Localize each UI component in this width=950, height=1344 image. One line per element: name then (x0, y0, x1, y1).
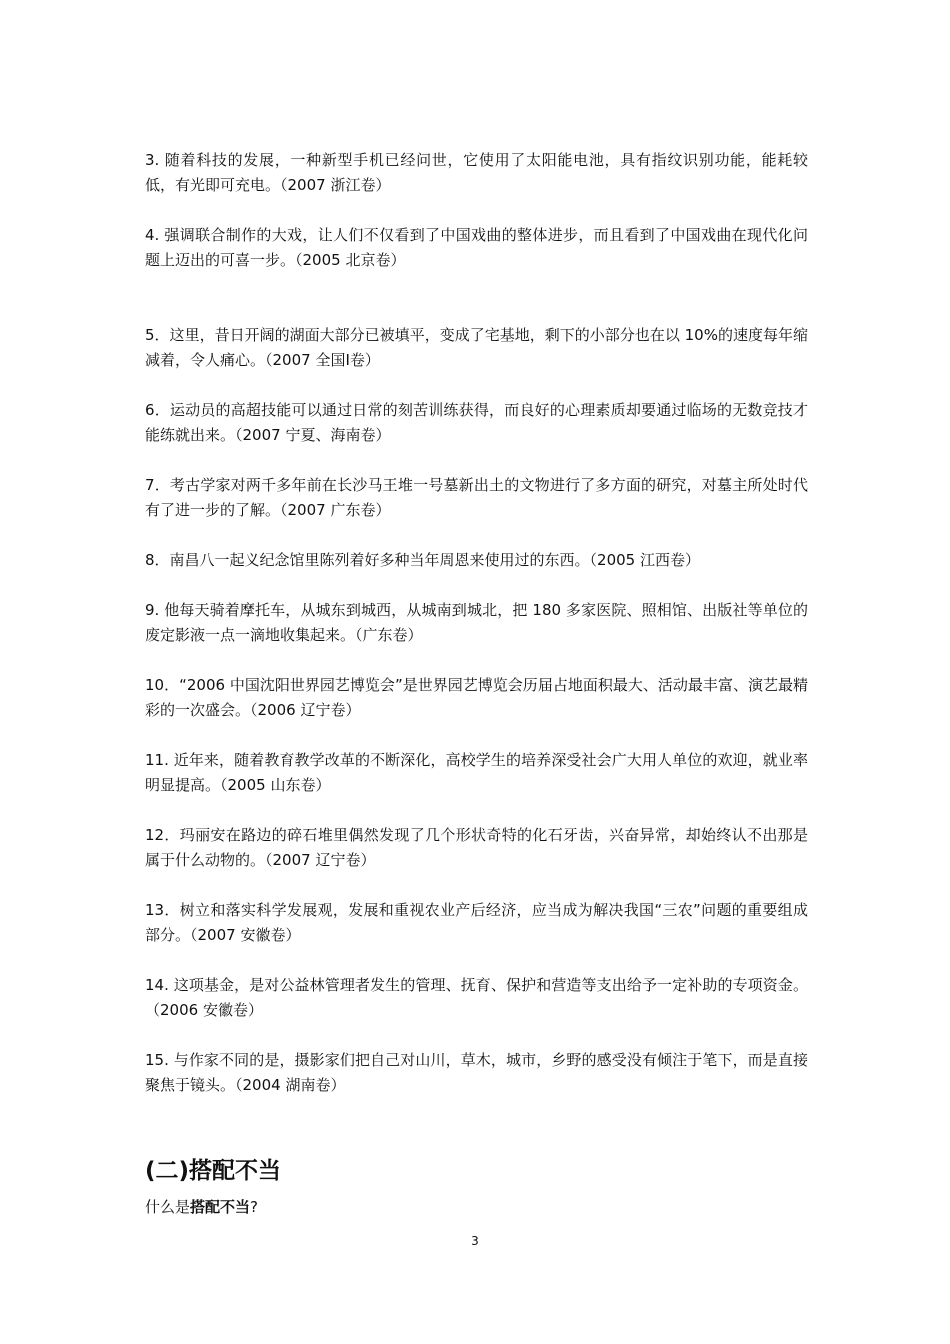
page-number: 3 (471, 1234, 479, 1248)
question-item-10: 10．“2006 中国沈阳世界园艺博览会”是世界园艺博览会历届占地面积最大、活动最丰富、演艺最精彩的一次盛会。（2006 辽宁卷） (145, 676, 808, 719)
question-term: 搭配不当 (190, 1198, 251, 1216)
question-suffix: ? (250, 1198, 258, 1216)
question-list (145, 148, 808, 1098)
question-item-13: 13．树立和落实科学发展观，发展和重视农业产后经济，应当成为解决我国“三农”问题的重要组成部分。（2007 安徽卷） (145, 901, 808, 944)
question-item-6: 6．运动员的高超技能可以通过日常的刻苦训练获得，而良好的心理素质却要通过临场的无数竞技才能练就出来。（2007 宁夏、海南卷） (145, 401, 808, 444)
section-heading: (二)搭配不当 (145, 1158, 282, 1184)
question-item-7: 7．考古学家对两千多年前在长沙马王堆一号墓新出土的文物进行了多方面的研究，对墓主所处时代有了进一步的了解。（2007 广东卷） (145, 476, 808, 519)
question-item-9: 9. 他每天骑着摩托车，从城东到城西，从城南到城北，把 180 多家医院、照相馆、出版社等单位的废定影液一点一滴地收集起来。（广东卷） (145, 601, 808, 644)
question-prefix: 什么是 (145, 1198, 191, 1216)
question-item-8: 8．南昌八一起义纪念馆里陈列着好多种当年周恩来使用过的东西。（2005 江西卷） (145, 551, 700, 569)
question-item-12: 12．玛丽安在路边的碎石堆里偶然发现了几个形状奇特的化石牙齿，兴奋异常，却始终认不出那是属于什么动物的。（2007 辽宁卷） (145, 826, 808, 869)
question-item-3: 3. 随着科技的发展，一种新型手机已经问世，它使用了太阳能电池，具有指纹识别功能，能耗较低，有光即可充电。（2007 浙江卷） (145, 151, 808, 194)
question-item-11: 11. 近年来，随着教育教学改革的不断深化，高校学生的培养深受社会广大用人单位的欢迎，就业率明显提高。（2005 山东卷） (145, 751, 808, 794)
question-item-4: 4. 强调联合制作的大戏，让人们不仅看到了中国戏曲的整体进步，而且看到了中国戏曲在现代化问题上迈出的可喜一步。（2005 北京卷） (145, 226, 808, 269)
question-item-5: 5．这里，昔日开阔的湖面大部分已被填平，变成了宅基地，剩下的小部分也在以 10%的速度每年缩减着，令人痛心。（2007 全国Ⅰ卷） (145, 326, 808, 369)
question-item-14: 14. 这项基金，是对公益林管理者发生的管理、抚育、保护和营造等支出给予一定补助的专项资金。（2006 安徽卷） (145, 976, 808, 1019)
question-item-15: 15. 与作家不同的是，摄影家们把自己对山川，草木，城市，乡野的感受没有倾注于笔下，而是直接聚焦于镜头。（2004 湖南卷） (145, 1051, 808, 1094)
section-question (145, 1196, 258, 1217)
